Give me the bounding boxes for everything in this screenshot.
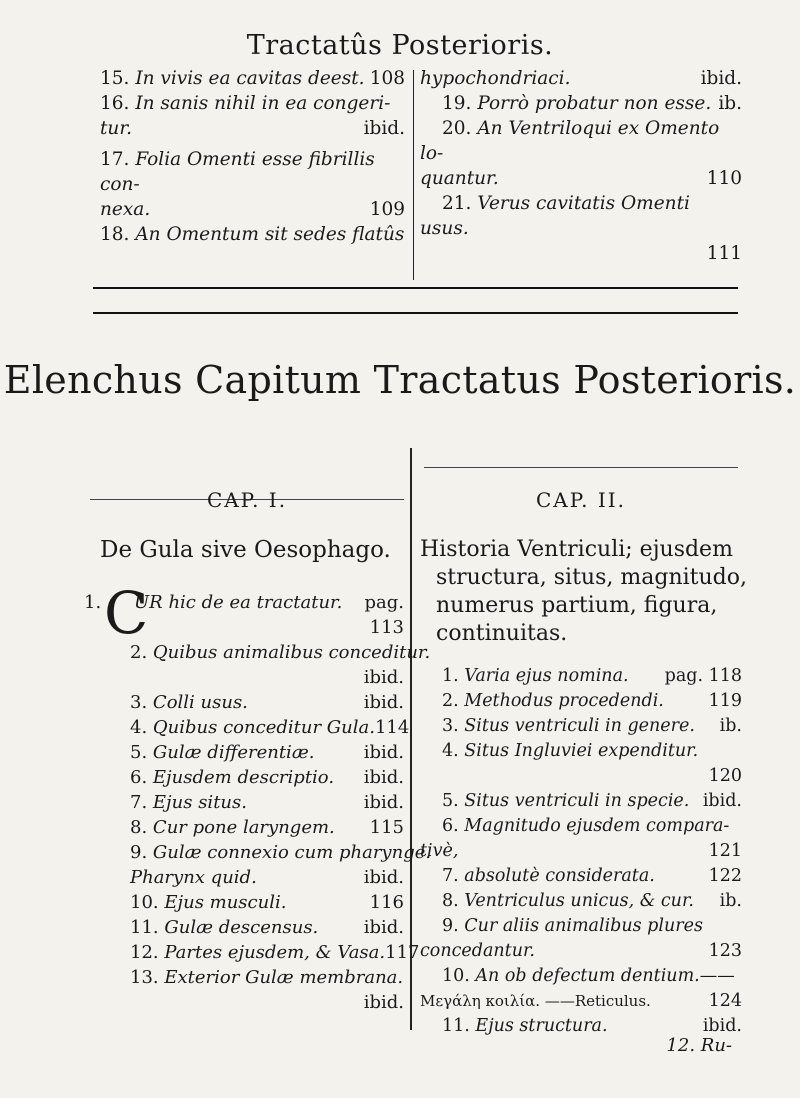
list-item: 8. Ventriculus unicus, & cur. ib. xyxy=(442,891,742,911)
index-entry: 21. Verus cavitatis Omenti usus. xyxy=(420,193,690,239)
cap2-heading: CAP. II. xyxy=(535,488,627,512)
cap1-list xyxy=(84,579,432,1015)
list-item: 8. Cur pone laryngem. 115 xyxy=(130,817,404,838)
cap2-list xyxy=(420,664,742,1039)
double-rule-top xyxy=(93,287,738,289)
index-entry-page: 111 xyxy=(706,243,742,264)
cap2-subtitle-line: continuitas. xyxy=(436,621,568,646)
list-item: 10. Ejus musculi. 116 xyxy=(130,892,404,913)
cap1-first-entry: 1. C UR hic de ea tractatur. pag. xyxy=(84,579,404,647)
index-entry: 15. In vivis ea cavitas deest. 108 xyxy=(100,68,405,89)
list-item-page: ibid. xyxy=(363,992,404,1013)
list-item-continuation: Μεγάλη κοιλία. ——Reticulus. 124 xyxy=(420,991,742,1011)
list-item: 13. Exterior Gulæ membrana. xyxy=(130,967,404,988)
previous-index-right xyxy=(420,66,742,266)
cap2-subtitle-line: Historia Ventriculi; ejusdem xyxy=(420,537,733,562)
list-item: 5. Gulæ differentiæ. ibid. xyxy=(130,742,404,763)
index-entry: 19. Porrò probatur non esse. ib. xyxy=(442,93,742,114)
cap2-subtitle-line: structura, situs, magnitudo, xyxy=(436,565,747,590)
list-item: 3. Situs ventriculi in genere. ib. xyxy=(442,716,742,736)
list-item: 6. Magnitudo ejusdem compara- xyxy=(442,816,730,836)
index-entry: hypochondriaci. ibid. xyxy=(420,68,742,89)
cap2-rule xyxy=(424,467,738,468)
index-entry-continuation: nexa. 109 xyxy=(100,199,405,220)
cap1-subtitle: De Gula sive Oesophago. xyxy=(100,537,391,563)
list-item-continuation: concedantur. 123 xyxy=(420,941,742,961)
list-item: 11. Gulæ descensus. ibid. xyxy=(130,917,404,938)
cap2-subtitle-line: numerus partium, figura, xyxy=(436,593,718,618)
list-item: 9. Gulæ connexio cum pharynge. xyxy=(130,842,432,863)
page-title: Elenchus Capitum Tractatus Posterioris. xyxy=(3,358,797,402)
list-item: 2. Methodus procedendi. 119 xyxy=(442,691,742,711)
index-entry: 18. An Omentum sit sedes flatûs xyxy=(100,224,405,245)
index-entry: 16. In sanis nihil in ea congeri- xyxy=(100,93,391,114)
list-item: 7. absolutè considerata. 122 xyxy=(442,866,742,886)
list-item: 9. Cur aliis animalibus plures xyxy=(442,916,703,936)
index-entry-continuation: tur. ibid. xyxy=(100,118,405,139)
list-item: 4. Situs Ingluviei expenditur. xyxy=(442,741,699,761)
list-item: 12. Partes ejusdem, & Vasa. 117 xyxy=(130,942,420,963)
cap2-subtitle xyxy=(420,536,747,648)
previous-index-left xyxy=(100,66,405,247)
index-entry-continuation: quantur. 110 xyxy=(420,168,742,189)
list-item-continuation: tivè, 121 xyxy=(420,841,742,861)
list-item: Pharynx quid. ibid. xyxy=(130,867,404,888)
dropcap: C xyxy=(104,579,149,647)
double-rule-bottom xyxy=(93,312,738,314)
list-item: 5. Situs ventriculi in specie. ibid. xyxy=(442,791,742,811)
list-item: 2. Quibus animalibus conceditur. xyxy=(130,642,431,663)
list-item-page: 120 xyxy=(708,766,742,786)
column-divider-top xyxy=(413,70,414,280)
cap1-heading: CAP. I. xyxy=(206,488,288,512)
list-item: 7. Ejus situs. ibid. xyxy=(130,792,404,813)
catchword: 12. Ru- xyxy=(666,1035,732,1056)
index-entry: 17. Folia Omenti esse fibrillis con- xyxy=(100,149,375,195)
list-item: 10. An ob defectum dentium.—— xyxy=(442,966,735,986)
cap1-first-entry-page: 113 xyxy=(369,617,404,638)
index-entry: 20. An Ventriloqui ex Omento lo- xyxy=(420,118,720,164)
list-item-page: ibid. xyxy=(363,667,404,688)
running-head: Tractatûs Posterioris. xyxy=(246,30,554,61)
list-item: 1. Varia ejus nomina. pag. 118 xyxy=(442,666,742,686)
list-item: 3. Colli usus. ibid. xyxy=(130,692,404,713)
list-item: 11. Ejus structura. ibid. xyxy=(442,1016,742,1036)
list-item: 4. Quibus conceditur Gula. 114 xyxy=(130,717,410,738)
list-item: 6. Ejusdem descriptio. ibid. xyxy=(130,767,404,788)
